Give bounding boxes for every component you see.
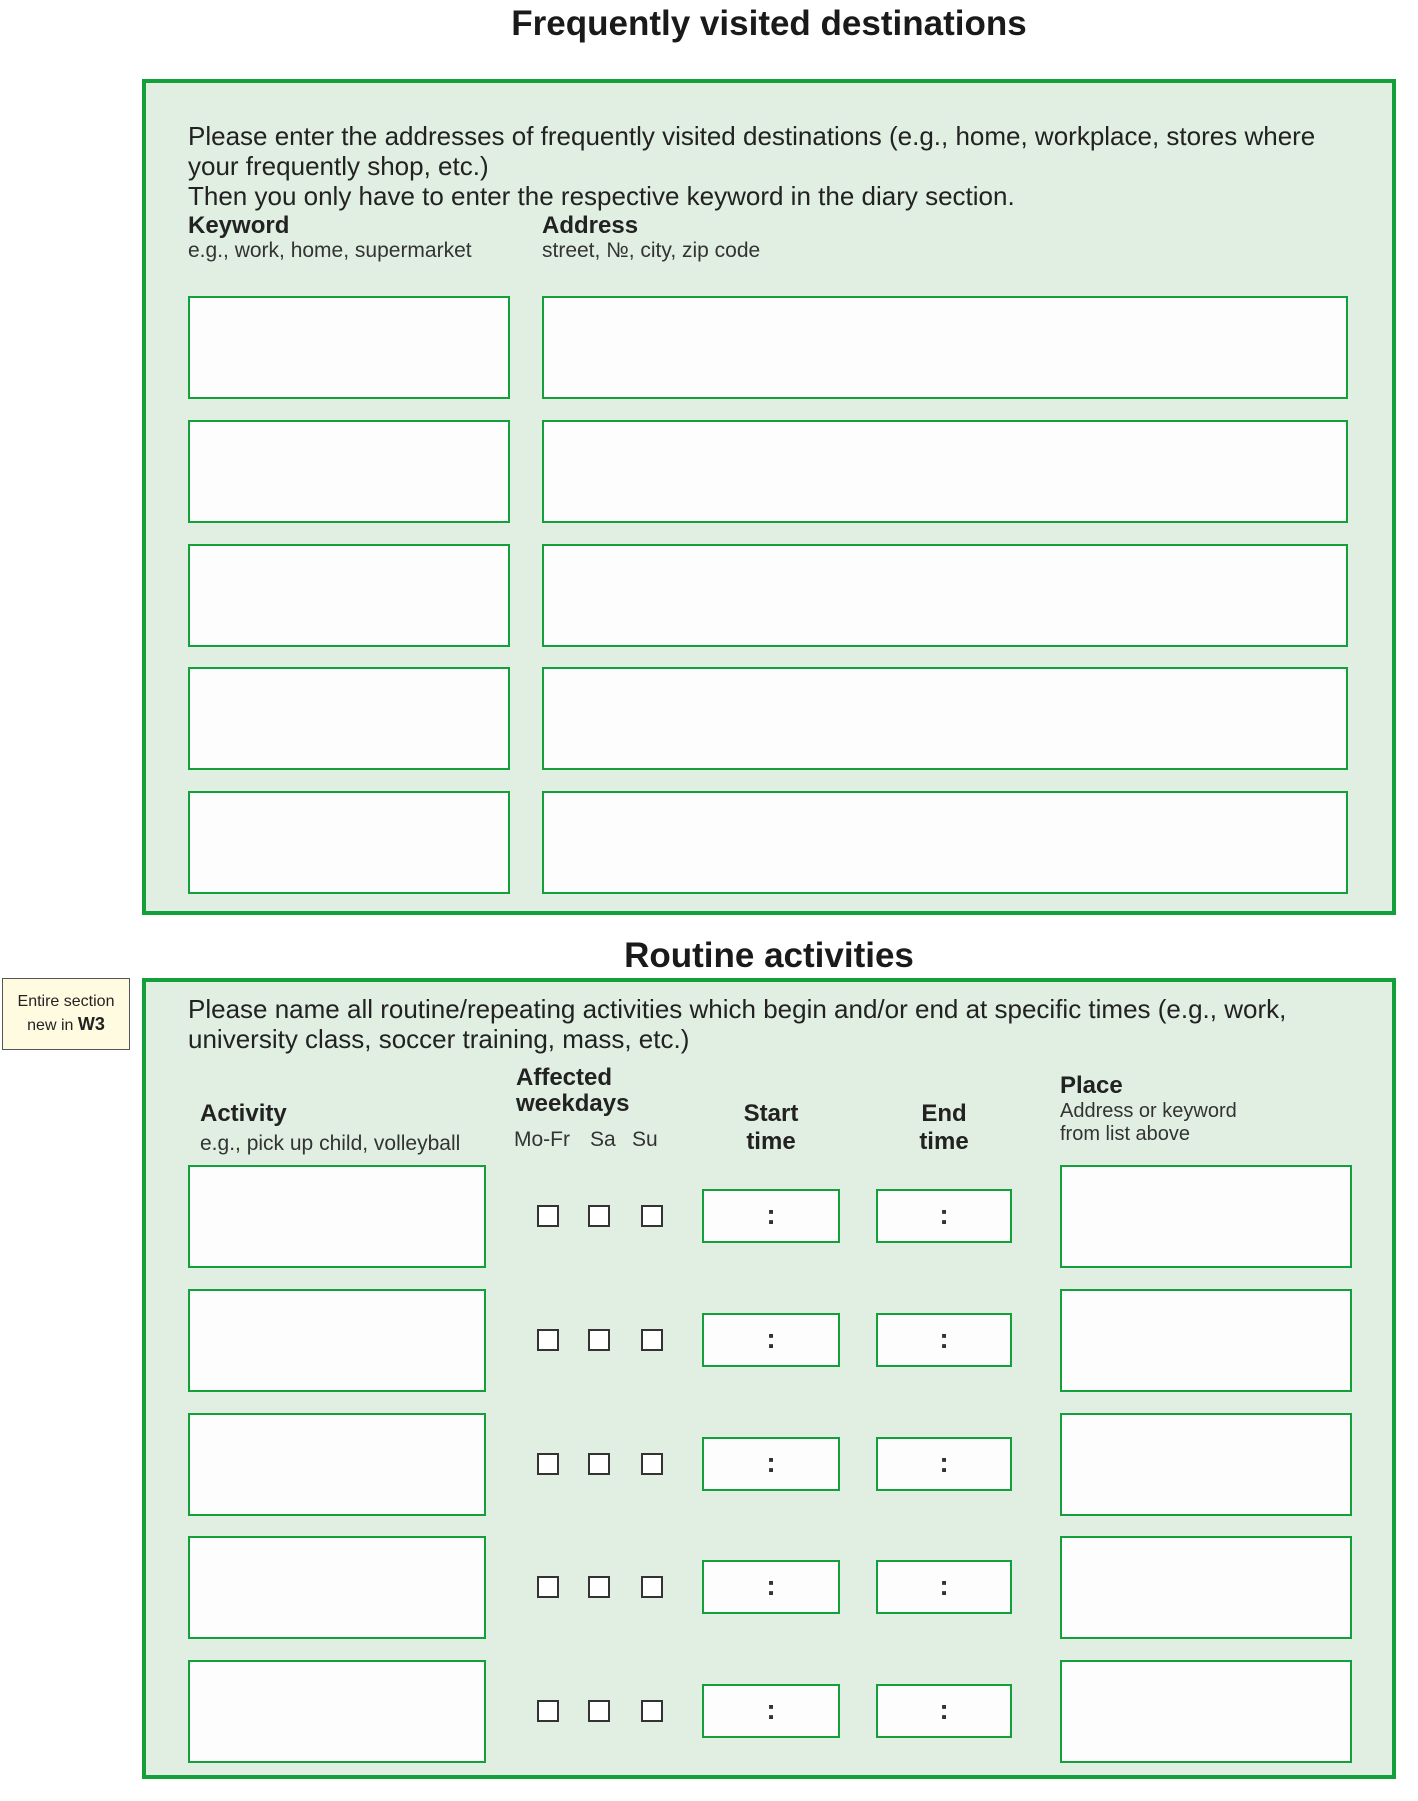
activity-input[interactable] (188, 1289, 486, 1392)
start-time-input[interactable]: : (702, 1189, 840, 1243)
end-time-column-header-line1: End (921, 1100, 967, 1127)
checkbox-mofr[interactable] (537, 1205, 559, 1227)
checkbox-mofr[interactable] (537, 1329, 559, 1351)
activity-input[interactable] (188, 1536, 486, 1639)
day-label-mofr: Mo-Fr (514, 1128, 570, 1151)
end-time-input[interactable]: : (876, 1684, 1012, 1738)
keyword-input[interactable] (188, 544, 510, 647)
address-column-header: Address (542, 212, 639, 239)
start-time-input[interactable]: : (702, 1437, 840, 1491)
address-input[interactable] (542, 791, 1348, 894)
destinations-panel (142, 79, 1396, 915)
day-label-sa: Sa (590, 1128, 616, 1151)
address-input[interactable] (542, 544, 1348, 647)
place-input[interactable] (1060, 1289, 1352, 1392)
activity-input[interactable] (188, 1660, 486, 1763)
activity-column-hint: e.g., pick up child, volleyball (200, 1132, 461, 1155)
side-note (2, 978, 130, 1050)
address-input[interactable] (542, 296, 1348, 399)
keyword-input[interactable] (188, 420, 510, 523)
address-input[interactable] (542, 420, 1348, 523)
place-input[interactable] (1060, 1413, 1352, 1516)
checkbox-mofr[interactable] (537, 1700, 559, 1722)
end-time-input[interactable]: : (876, 1437, 1012, 1491)
checkbox-mofr[interactable] (537, 1576, 559, 1598)
destinations-intro-line1: Please enter the addresses of frequently visited destinations (e.g., home, workplace, stores where your frequently shop, etc.) (188, 121, 1316, 181)
start-time-column-header-line1: Start (743, 1100, 799, 1127)
checkbox-sa[interactable] (588, 1700, 610, 1722)
section-title-destinations: Frequently visited destinations (511, 4, 1027, 43)
keyword-column-hint: e.g., work, home, supermarket (188, 239, 472, 262)
weekdays-column-header-line2: weekdays (516, 1090, 630, 1117)
start-time-input[interactable]: : (702, 1560, 840, 1614)
end-time-column-header-line2: time (919, 1128, 969, 1155)
checkbox-su[interactable] (641, 1329, 663, 1351)
side-note-label: W3 (77, 1014, 105, 1034)
place-input[interactable] (1060, 1536, 1352, 1639)
keyword-input[interactable] (188, 791, 510, 894)
start-time-column-header-line2: time (746, 1128, 796, 1155)
checkbox-sa[interactable] (588, 1329, 610, 1351)
weekdays-column-header-line1: Affected (516, 1064, 613, 1091)
checkbox-sa[interactable] (588, 1453, 610, 1475)
place-input[interactable] (1060, 1660, 1352, 1763)
checkbox-su[interactable] (641, 1205, 663, 1227)
activity-input[interactable] (188, 1413, 486, 1516)
destinations-intro-line2: Then you only have to enter the respective keyword in the diary section. (188, 181, 1015, 211)
checkbox-mofr[interactable] (537, 1453, 559, 1475)
address-input[interactable] (542, 667, 1348, 770)
activity-column-header: Activity (200, 1100, 287, 1127)
keyword-input[interactable] (188, 667, 510, 770)
end-time-input[interactable]: : (876, 1189, 1012, 1243)
address-column-hint: street, №, city, zip code (542, 239, 761, 262)
checkbox-su[interactable] (641, 1576, 663, 1598)
place-input[interactable] (1060, 1165, 1352, 1268)
side-note-text: Entire section new in (17, 993, 115, 1034)
day-label-su: Su (632, 1128, 658, 1151)
destinations-intro (188, 121, 1338, 211)
start-time-input[interactable]: : (702, 1684, 840, 1738)
place-column-hint-line2: from list above (1060, 1123, 1191, 1145)
place-column-hint-line1: Address or keyword (1060, 1100, 1237, 1122)
end-time-input[interactable]: : (876, 1560, 1012, 1614)
routine-panel (142, 978, 1396, 1779)
end-time-input[interactable]: : (876, 1313, 1012, 1367)
checkbox-sa[interactable] (588, 1576, 610, 1598)
keyword-column-header: Keyword (188, 212, 290, 239)
section-title-routine: Routine activities (624, 936, 914, 975)
routine-intro: Please name all routine/repeating activities which begin and/or end at specific times (e.g., work, university class, soccer training, mass, etc.) (188, 994, 1287, 1054)
checkbox-su[interactable] (641, 1700, 663, 1722)
activity-input[interactable] (188, 1165, 486, 1268)
checkbox-sa[interactable] (588, 1205, 610, 1227)
start-time-input[interactable]: : (702, 1313, 840, 1367)
checkbox-su[interactable] (641, 1453, 663, 1475)
keyword-input[interactable] (188, 296, 510, 399)
place-column-header: Place (1060, 1072, 1123, 1099)
